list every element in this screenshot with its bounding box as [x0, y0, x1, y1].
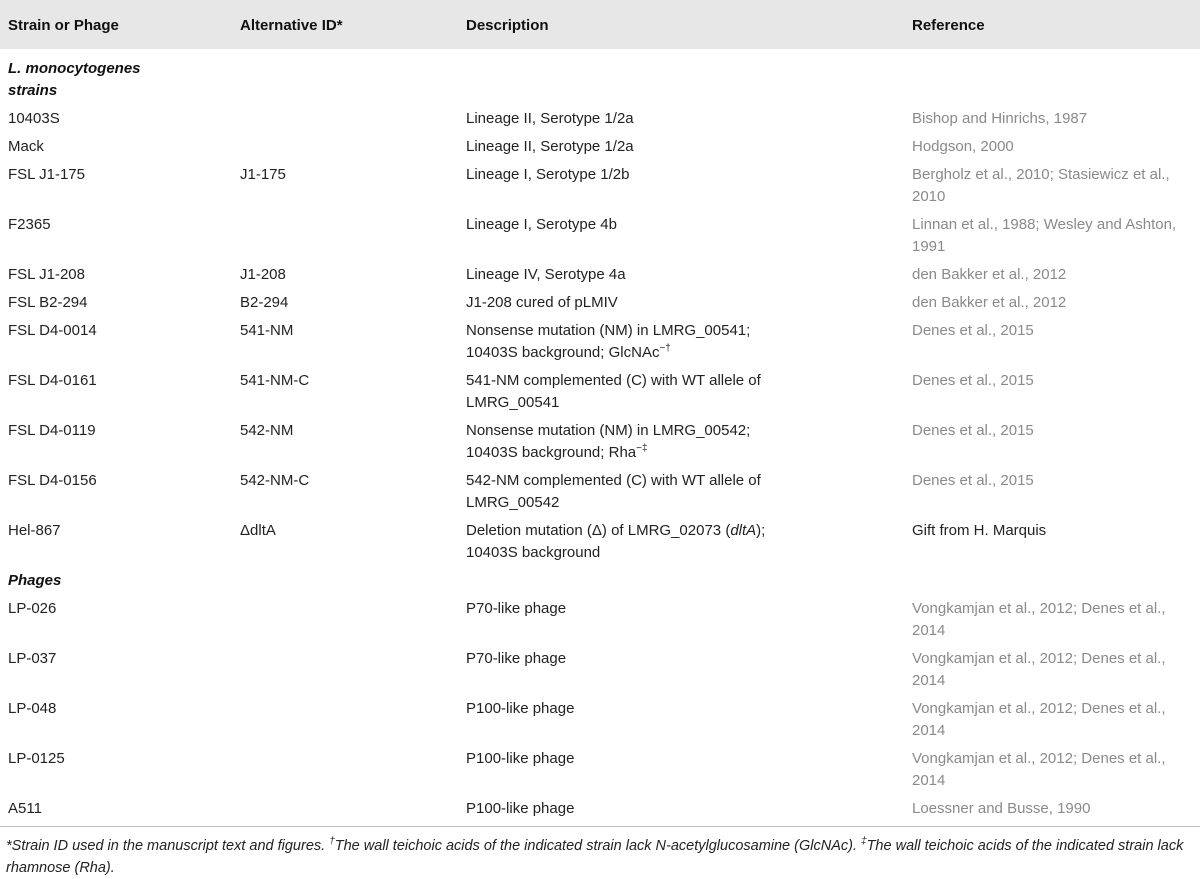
footnote-ddagger-mark: ‡ — [861, 836, 867, 848]
cell-reference — [904, 210, 1200, 260]
section-row-listeria — [0, 49, 1200, 104]
cell-strain: LP-037 — [8, 650, 57, 667]
table-row — [0, 366, 1200, 416]
cell-description: P100-like phage — [466, 700, 575, 717]
cell-strain: FSL J1-175 — [8, 166, 85, 183]
desc-superscript: −† — [659, 343, 671, 354]
table-row — [0, 794, 1200, 826]
cell-description: Lineage IV, Serotype 4a — [466, 266, 626, 283]
table-row — [0, 104, 1200, 132]
cell-description: P100-like phage — [466, 800, 575, 817]
section-label-phages: Phages — [8, 572, 62, 589]
cell-reference: Gift from H. Marquis — [912, 522, 1047, 539]
cell-description: Lineage I, Serotype 1/2b — [466, 166, 630, 183]
cell-alt-id: J1-208 — [240, 266, 286, 283]
desc-line-2: 10403S background; Rha — [466, 444, 637, 461]
section-label-listeria — [0, 49, 1200, 104]
table-row — [0, 160, 1200, 210]
footnote-dagger: The wall teichoic acids of the indicated strain lack N-acetylglucosamine (GlcNAc). — [334, 838, 857, 854]
ref-part-2: Denes et al., 2014 — [912, 600, 1166, 639]
cell-strain: FSL D4-0156 — [8, 472, 97, 489]
cell-description — [458, 416, 904, 466]
desc-line-2: 10403S background; GlcNAc — [466, 344, 660, 361]
ref-part-2: Denes et al., 2014 — [912, 700, 1166, 739]
table-row — [0, 516, 1200, 566]
cell-strain: FSL D4-0014 — [8, 322, 97, 339]
cell-strain: 10403S — [8, 110, 60, 127]
cell-alt-id — [232, 132, 458, 160]
cell-description: Lineage II, Serotype 1/2a — [466, 138, 634, 155]
cell-strain: Hel-867 — [8, 522, 61, 539]
footnote-dagger-mark: † — [329, 836, 335, 848]
desc-line-2: 10403S background — [466, 544, 601, 561]
cell-strain: FSL D4-0119 — [8, 422, 96, 439]
table-row — [0, 316, 1200, 366]
cell-reference: Hodgson, 2000 — [912, 138, 1014, 155]
ref-part-2: Stasiewicz et al., 2010 — [912, 166, 1170, 205]
desc-line-2: LMRG_00542 — [466, 494, 560, 511]
table-row — [0, 260, 1200, 288]
ref-part-2: Denes et al., 2014 — [912, 750, 1166, 789]
cell-description — [458, 316, 904, 366]
cell-reference — [904, 694, 1200, 744]
ref-part-2: Denes et al., 2014 — [912, 650, 1166, 689]
header-alt-id: Alternative ID* — [240, 17, 343, 34]
cell-alt-id — [232, 794, 458, 826]
cell-reference: Loessner and Busse, 1990 — [912, 800, 1091, 817]
footnote-ddagger: The wall teichoic acids of the indicated strain lack rhamnose (Rha). — [6, 838, 1184, 876]
cell-description: P70-like phage — [466, 650, 567, 667]
cell-reference: Bishop and Hinrichs, 1987 — [912, 110, 1088, 127]
desc-superscript: −‡ — [636, 443, 648, 454]
cell-strain: A511 — [8, 800, 42, 817]
ref-part-1: Linnan et al., 1988; — [912, 216, 1040, 233]
cell-reference — [904, 644, 1200, 694]
cell-alt-id: B2-294 — [240, 294, 289, 311]
cell-strain: FSL D4-0161 — [8, 372, 97, 389]
desc-line-1a: Deletion mutation (Δ) of LMRG_02073 ( — [466, 522, 731, 539]
cell-reference — [904, 160, 1200, 210]
cell-reference: Denes et al., 2015 — [912, 472, 1034, 489]
cell-alt-id: 541-NM-C — [240, 372, 310, 389]
cell-reference: Denes et al., 2015 — [912, 422, 1034, 439]
section-label-line2: strains — [8, 82, 58, 99]
section-row-phages — [0, 566, 1200, 594]
cell-reference: Denes et al., 2015 — [912, 372, 1034, 389]
cell-strain: LP-026 — [8, 600, 57, 617]
cell-alt-id — [232, 210, 458, 260]
table-row — [0, 644, 1200, 694]
section-label-line1: L. monocytogenes — [8, 60, 141, 77]
desc-line-1b: ); — [756, 522, 766, 539]
ref-part-1: Vongkamjan et al., 2012; — [912, 600, 1078, 617]
desc-line-1: 542-NM complemented (C) with WT allele of — [466, 472, 761, 489]
cell-reference — [904, 594, 1200, 644]
table-row — [0, 132, 1200, 160]
table-header-row — [0, 0, 1200, 49]
cell-alt-id: ΔdltA — [240, 522, 276, 539]
cell-reference — [904, 744, 1200, 794]
table-row — [0, 288, 1200, 316]
cell-reference: den Bakker et al., 2012 — [912, 266, 1067, 283]
cell-reference: Denes et al., 2015 — [912, 322, 1034, 339]
footnote-star: *Strain ID used in the manuscript text and figures. — [6, 838, 326, 854]
cell-alt-id — [232, 694, 458, 744]
cell-strain: FSL B2-294 — [8, 294, 88, 311]
ref-part-1: Vongkamjan et al., 2012; — [912, 700, 1078, 717]
cell-strain: FSL J1-208 — [8, 266, 85, 283]
table-row — [0, 744, 1200, 794]
cell-strain: Mack — [8, 138, 44, 155]
cell-strain: F2365 — [8, 216, 51, 233]
cell-strain: LP-0125 — [8, 750, 65, 767]
cell-alt-id: 541-NM — [240, 322, 294, 339]
header-strain: Strain or Phage — [8, 17, 119, 34]
cell-description: Lineage II, Serotype 1/2a — [466, 110, 634, 127]
table-row — [0, 466, 1200, 516]
table-row — [0, 210, 1200, 260]
cell-description — [458, 366, 904, 416]
cell-alt-id — [232, 744, 458, 794]
desc-line-1: Nonsense mutation (NM) in LMRG_00542; — [466, 422, 751, 439]
table-footnote — [0, 826, 1200, 879]
table-row — [0, 594, 1200, 644]
cell-description — [458, 516, 904, 566]
cell-strain: LP-048 — [8, 700, 57, 717]
header-description: Description — [466, 17, 549, 34]
desc-gene-italic: dltA — [730, 522, 757, 539]
ref-part-1: Bergholz et al., 2010; — [912, 166, 1054, 183]
cell-description — [458, 466, 904, 516]
cell-description: P100-like phage — [466, 750, 575, 767]
cell-description: Lineage I, Serotype 4b — [466, 216, 617, 233]
cell-reference: den Bakker et al., 2012 — [912, 294, 1067, 311]
cell-alt-id: J1-175 — [240, 166, 286, 183]
desc-line-2: LMRG_00541 — [466, 394, 560, 411]
ref-part-2: Wesley and Ashton, 1991 — [912, 216, 1177, 255]
desc-line-1: 541-NM complemented (C) with WT allele of — [466, 372, 761, 389]
cell-description: P70-like phage — [466, 600, 567, 617]
cell-alt-id — [232, 594, 458, 644]
cell-alt-id — [232, 644, 458, 694]
ref-part-1: Vongkamjan et al., 2012; — [912, 650, 1078, 667]
cell-alt-id: 542-NM-C — [240, 472, 310, 489]
cell-alt-id: 542-NM — [240, 422, 294, 439]
cell-description: J1-208 cured of pLMIV — [466, 294, 618, 311]
desc-line-1: Nonsense mutation (NM) in LMRG_00541; — [466, 322, 751, 339]
cell-alt-id — [232, 104, 458, 132]
table-row — [0, 416, 1200, 466]
ref-part-1: Vongkamjan et al., 2012; — [912, 750, 1078, 767]
table-row — [0, 694, 1200, 744]
header-reference: Reference — [912, 17, 985, 34]
